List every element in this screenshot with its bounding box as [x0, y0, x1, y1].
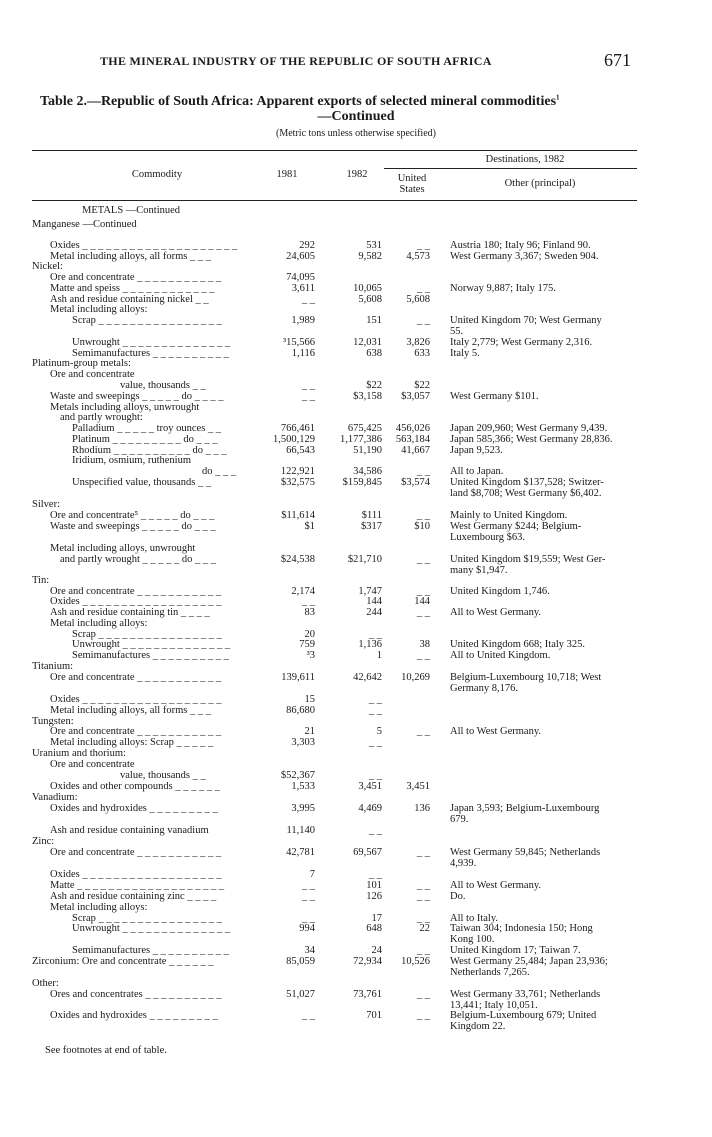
value-1981-cell: 3,995: [291, 803, 315, 814]
commodity-cell: Ash and residue containing vanadium: [50, 825, 209, 836]
united-states-cell: 10,526: [401, 956, 430, 967]
other-destinations-cell: Belgium-Luxembourg 10,718; West: [450, 672, 602, 683]
commodity-cell: Platinum _ _ _ _ _ _ _ _ _ do _ _ _: [72, 434, 218, 445]
united-states-cell: _ _: [416, 466, 430, 477]
other-destinations-cell: Austria 180; Italy 96; Finland 90.: [450, 240, 591, 251]
commodity-cell: Metal including alloys:: [50, 304, 148, 315]
united-states-cell: 563,184: [395, 434, 430, 445]
other-destinations-cell: All to Japan.: [450, 466, 504, 477]
united-states-cell: _ _: [416, 989, 430, 1000]
united-states-cell: 38: [419, 639, 430, 650]
value-1981-cell: 1,500,129: [273, 434, 315, 445]
value-1981-cell: ³3: [306, 650, 315, 661]
value-1982-cell: 101: [366, 880, 382, 891]
value-1981-cell: _ _: [301, 380, 315, 391]
other-destinations-cell: 679.: [450, 814, 469, 825]
other-destinations-cell: West Germany $244; Belgium-: [450, 521, 582, 532]
commodity-cell: Oxides _ _ _ _ _ _ _ _ _ _ _ _ _ _ _ _ _ _ _ _: [50, 240, 238, 251]
value-1982-cell: _ _: [368, 737, 382, 748]
value-1981-cell: 74,095: [286, 272, 315, 283]
other-destinations-cell: Japan 585,366; West Germany 28,836.: [450, 434, 613, 445]
commodity-cell: Ore and concentrate: [50, 759, 135, 770]
commodity-cell: Vanadium:: [32, 792, 78, 803]
commodity-cell: Uranium and thorium:: [32, 748, 126, 759]
commodity-cell: do _ _ _: [202, 466, 237, 477]
commodity-cell: Nickel:: [32, 261, 63, 272]
value-1982-cell: 531: [366, 240, 382, 251]
value-1981-cell: _ _: [301, 294, 315, 305]
units-note: (Metric tons unless otherwise specified): [276, 128, 436, 139]
value-1981-cell: ³15,566: [282, 337, 315, 348]
united-states-cell: _ _: [416, 554, 430, 565]
value-1981-cell: $1: [304, 521, 315, 532]
value-1981-cell: 66,543: [286, 445, 315, 456]
value-1982-cell: 126: [366, 891, 382, 902]
value-1982-cell: 5,608: [358, 294, 382, 305]
value-1982-cell: _ _: [368, 770, 382, 781]
col-header-destinations: Destinations, 1982: [485, 154, 565, 165]
other-destinations-cell: West Germany 3,367; Sweden 904.: [450, 251, 599, 262]
commodity-cell: Palladium _ _ _ _ _ troy ounces _ _: [72, 423, 222, 434]
value-1982-cell: 12,031: [353, 337, 382, 348]
value-1982-cell: 1,177,386: [340, 434, 382, 445]
commodity-cell: Zinc:: [32, 836, 55, 847]
commodity-cell: Manganese —Continued: [32, 219, 137, 230]
value-1981-cell: 1,533: [291, 781, 315, 792]
other-destinations-cell: land $8,708; West Germany $6,402.: [450, 488, 602, 499]
commodity-cell: Platinum-group metals:: [32, 358, 131, 369]
value-1982-cell: 34,586: [353, 466, 382, 477]
value-1982-cell: _ _: [368, 825, 382, 836]
value-1981-cell: 85,059: [286, 956, 315, 967]
value-1981-cell: _ _: [301, 913, 315, 924]
col-header-other: Other (principal): [504, 178, 576, 189]
commodity-cell: Unspecified value, thousands _ _: [72, 477, 212, 488]
other-destinations-cell: West Germany 25,484; Japan 23,936;: [450, 956, 608, 967]
united-states-cell: _ _: [416, 847, 430, 858]
value-1981-cell: _ _: [301, 891, 315, 902]
commodity-cell: Scrap _ _ _ _ _ _ _ _ _ _ _ _ _ _ _ _: [72, 629, 222, 640]
united-states-cell: _ _: [416, 1010, 430, 1021]
value-1982-cell: $317: [361, 521, 382, 532]
united-states-cell: _ _: [416, 607, 430, 618]
value-1982-cell: 69,567: [353, 847, 382, 858]
commodity-cell: Tungsten:: [32, 716, 74, 727]
value-1982-cell: _ _: [368, 694, 382, 705]
commodity-cell: and partly wrought _ _ _ _ _ do _ _ _: [60, 554, 217, 565]
value-1982-cell: $3,158: [353, 391, 382, 402]
other-destinations-cell: Do.: [450, 891, 466, 902]
united-states-cell: $22: [414, 380, 430, 391]
commodity-cell: value, thousands _ _: [120, 380, 206, 391]
commodity-cell: Oxides _ _ _ _ _ _ _ _ _ _ _ _ _ _ _ _ _ _: [50, 596, 222, 607]
united-states-cell: 3,826: [406, 337, 430, 348]
value-1982-cell: 1,136: [358, 639, 382, 650]
other-destinations-cell: 55.: [450, 326, 464, 337]
other-destinations-cell: United Kingdom 70; West Germany: [450, 315, 602, 326]
other-destinations-cell: All to West Germany.: [450, 607, 542, 618]
commodity-cell: Semimanufactures _ _ _ _ _ _ _ _ _ _: [72, 945, 229, 956]
commodity-cell: Metal including alloys, all forms _ _ _: [50, 705, 211, 716]
other-destinations-cell: Kong 100.: [450, 934, 495, 945]
united-states-cell: $3,057: [401, 391, 430, 402]
value-1982-cell: _ _: [368, 629, 382, 640]
value-1981-cell: 759: [299, 639, 315, 650]
value-1981-cell: _ _: [301, 596, 315, 607]
value-1982-cell: $21,710: [347, 554, 382, 565]
united-states-cell: _ _: [416, 726, 430, 737]
value-1981-cell: 2,174: [291, 586, 315, 597]
other-destinations-cell: Luxembourg $63.: [450, 532, 526, 543]
value-1982-cell: 1,747: [358, 586, 382, 597]
table-title-continued: —Continued: [317, 109, 395, 124]
commodity-cell: Ore and concentrate: [50, 369, 135, 380]
united-states-cell: 22: [419, 923, 430, 934]
other-destinations-cell: Italy 5.: [450, 348, 480, 359]
other-destinations-cell: All to Italy.: [450, 913, 499, 924]
commodity-cell: Tin:: [32, 575, 50, 586]
commodity-cell: Ore and concentrate _ _ _ _ _ _ _ _ _ _ _: [50, 847, 222, 858]
united-states-cell: _ _: [416, 945, 430, 956]
commodity-cell: Ores and concentrates _ _ _ _ _ _ _ _ _ _: [50, 989, 222, 1000]
value-1982-cell: 73,761: [353, 989, 382, 1000]
value-1982-cell: 24: [371, 945, 382, 956]
value-1981-cell: 139,611: [281, 672, 315, 683]
united-states-cell: _ _: [416, 586, 430, 597]
value-1982-cell: 4,469: [358, 803, 382, 814]
united-states-cell: 136: [414, 803, 430, 814]
value-1982-cell: 42,642: [353, 672, 382, 683]
col-header-commodity: Commodity: [131, 169, 183, 180]
commodity-cell: METALS —Continued: [82, 205, 181, 216]
value-1982-cell: _ _: [368, 869, 382, 880]
value-1981-cell: 24,605: [286, 251, 315, 262]
other-destinations-cell: Italy 2,779; West Germany 2,316.: [450, 337, 593, 348]
commodity-cell: Unwrought _ _ _ _ _ _ _ _ _ _ _ _ _ _: [72, 337, 231, 348]
commodity-cell: Ore and concentrate _ _ _ _ _ _ _ _ _ _ _: [50, 586, 222, 597]
value-1982-cell: $159,845: [342, 477, 382, 488]
united-states-cell: _ _: [416, 283, 430, 294]
commodity-cell: Unwrought _ _ _ _ _ _ _ _ _ _ _ _ _ _: [72, 923, 231, 934]
commodity-cell: Silver:: [32, 499, 60, 510]
united-states-cell: 456,026: [395, 423, 430, 434]
commodity-cell: Scrap _ _ _ _ _ _ _ _ _ _ _ _ _ _ _ _: [72, 315, 222, 326]
other-destinations-cell: United Kingdom $19,559; West Ger-: [450, 554, 606, 565]
value-1981-cell: _ _: [301, 880, 315, 891]
value-1981-cell: 34: [304, 945, 315, 956]
value-1982-cell: 5: [376, 726, 382, 737]
commodity-cell: Zirconium: Ore and concentrate _ _ _ _ _ _: [32, 956, 214, 967]
commodity-cell: Scrap _ _ _ _ _ _ _ _ _ _ _ _ _ _ _ _: [72, 913, 222, 924]
united-states-cell: _ _: [416, 510, 430, 521]
other-destinations-cell: Japan 3,593; Belgium-Luxembourg: [450, 803, 600, 814]
united-states-cell: _ _: [416, 650, 430, 661]
united-states-cell: _ _: [416, 240, 430, 251]
commodity-cell: Metal including alloys: Scrap _ _ _ _ _: [50, 737, 214, 748]
value-1982-cell: 17: [371, 913, 382, 924]
value-1982-cell: $111: [361, 510, 382, 521]
value-1982-cell: 10,065: [353, 283, 382, 294]
commodity-cell: Iridium, osmium, ruthenium: [72, 455, 191, 466]
value-1982-cell: 675,425: [347, 423, 382, 434]
commodity-cell: Metal including alloys, unwrought: [50, 543, 196, 554]
other-destinations-cell: Japan 209,960; West Germany 9,439.: [450, 423, 608, 434]
united-states-cell: _ _: [416, 880, 430, 891]
footnote-reference: See footnotes at end of table.: [45, 1045, 167, 1056]
commodity-cell: and partly wrought:: [60, 412, 143, 423]
commodity-cell: Oxides _ _ _ _ _ _ _ _ _ _ _ _ _ _ _ _ _ _: [50, 694, 222, 705]
commodity-cell: Semimanufactures _ _ _ _ _ _ _ _ _ _: [72, 348, 229, 359]
value-1981-cell: 42,781: [286, 847, 315, 858]
united-states-cell: $10: [414, 521, 430, 532]
other-destinations-cell: Netherlands 7,265.: [450, 967, 530, 978]
value-1982-cell: 72,934: [353, 956, 382, 967]
commodity-cell: Oxides _ _ _ _ _ _ _ _ _ _ _ _ _ _ _ _ _ _: [50, 869, 222, 880]
value-1982-cell: 648: [366, 923, 382, 934]
value-1981-cell: $11,614: [281, 510, 315, 521]
value-1981-cell: _ _: [301, 391, 315, 402]
value-1981-cell: 3,303: [291, 737, 315, 748]
commodity-cell: Ash and residue containing zinc _ _ _ _: [50, 891, 217, 902]
value-1982-cell: _ _: [368, 705, 382, 716]
table-title-text: Table 2.—Republic of South Africa: Apparent exports of selected mineral commodities: [40, 94, 557, 109]
commodity-cell: Oxides and other compounds _ _ _ _ _ _: [50, 781, 221, 792]
value-1981-cell: 3,611: [291, 283, 315, 294]
value-1981-cell: _ _: [301, 1010, 315, 1021]
other-destinations-cell: many $1,947.: [450, 565, 508, 576]
value-1982-cell: 51,190: [353, 445, 382, 456]
other-destinations-cell: Germany 8,176.: [450, 683, 518, 694]
col-header-1981: 1981: [276, 169, 298, 180]
value-1981-cell: 20: [304, 629, 315, 640]
value-1981-cell: 86,680: [286, 705, 315, 716]
commodity-cell: Ore and concentrate _ _ _ _ _ _ _ _ _ _ _: [50, 272, 222, 283]
other-destinations-cell: Kingdom 22.: [450, 1021, 506, 1032]
value-1982-cell: 9,582: [358, 251, 382, 262]
commodity-cell: Oxides and hydroxides _ _ _ _ _ _ _ _ _: [50, 1010, 218, 1021]
commodity-cell: Matte _ _ _ _ _ _ _ _ _ _ _ _ _ _ _ _ _ _ _: [50, 880, 225, 891]
united-states-cell: 5,608: [406, 294, 430, 305]
commodity-cell: Metals including alloys, unwrought: [50, 402, 200, 413]
value-1981-cell: 15: [304, 694, 315, 705]
value-1981-cell: 1,989: [291, 315, 315, 326]
value-1982-cell: 701: [366, 1010, 382, 1021]
commodity-cell: value, thousands _ _: [120, 770, 206, 781]
commodity-cell: Ore and concentrate _ _ _ _ _ _ _ _ _ _ _: [50, 726, 222, 737]
commodity-cell: Unwrought _ _ _ _ _ _ _ _ _ _ _ _ _ _: [72, 639, 231, 650]
value-1982-cell: 1: [376, 650, 382, 661]
title-footnote-marker: 1: [556, 93, 560, 102]
commodity-cell: Ore and concentrate⁵ _ _ _ _ _ do _ _ _: [50, 510, 215, 521]
commodity-cell: Semimanufactures _ _ _ _ _ _ _ _ _ _: [72, 650, 229, 661]
united-states-cell: 144: [414, 596, 430, 607]
value-1982-cell: 3,451: [358, 781, 382, 792]
page-number: 671: [604, 50, 631, 70]
commodity-cell: Waste and sweepings _ _ _ _ _ do _ _ _: [50, 521, 216, 532]
value-1981-cell: 21: [304, 726, 315, 737]
value-1982-cell: 638: [366, 348, 382, 359]
table-row: [0, 1021, 712, 1033]
value-1982-cell: $22: [366, 380, 382, 391]
commodity-cell: Metal including alloys:: [50, 902, 148, 913]
value-1981-cell: 994: [299, 923, 315, 934]
value-1981-cell: 766,461: [280, 423, 315, 434]
other-destinations-cell: All to West Germany.: [450, 726, 542, 737]
col-header-us-line2: States: [399, 184, 425, 195]
united-states-cell: _ _: [416, 891, 430, 902]
value-1981-cell: 122,921: [280, 466, 315, 477]
other-destinations-cell: Japan 9,523.: [450, 445, 503, 456]
commodity-cell: Ore and concentrate _ _ _ _ _ _ _ _ _ _ _: [50, 672, 222, 683]
value-1982-cell: 144: [366, 596, 382, 607]
value-1981-cell: $32,575: [280, 477, 315, 488]
commodity-cell: Metal including alloys:: [50, 618, 148, 629]
commodity-cell: Ash and residue containing nickel _ _: [50, 294, 209, 305]
united-states-cell: 10,269: [401, 672, 430, 683]
other-destinations-cell: All to West Germany.: [450, 880, 542, 891]
value-1982-cell: 151: [366, 315, 382, 326]
commodity-cell: Waste and sweepings _ _ _ _ _ do _ _ _ _: [50, 391, 224, 402]
commodity-cell: Other:: [32, 978, 59, 989]
value-1981-cell: $24,538: [280, 554, 315, 565]
col-header-us-line1: United: [397, 173, 427, 184]
other-destinations-cell: Belgium-Luxembourg 679; United: [450, 1010, 597, 1021]
other-destinations-cell: Mainly to United Kingdom.: [450, 510, 568, 521]
running-title: THE MINERAL INDUSTRY OF THE REPUBLIC OF SOUTH AFRICA: [100, 54, 492, 68]
other-destinations-cell: United Kingdom $137,528; Switzer-: [450, 477, 604, 488]
commodity-cell: Metal including alloys, all forms _ _ _: [50, 251, 211, 262]
col-header-1982: 1982: [346, 169, 368, 180]
other-destinations-cell: Taiwan 304; Indonesia 150; Hong: [450, 923, 593, 934]
united-states-cell: _ _: [416, 913, 430, 924]
other-destinations-cell: 13,441; Italy 10,051.: [450, 1000, 538, 1011]
united-states-cell: _ _: [416, 315, 430, 326]
value-1981-cell: 7: [309, 869, 315, 880]
commodity-cell: Rhodium _ _ _ _ _ _ _ _ _ _ do _ _ _: [72, 445, 227, 456]
united-states-cell: 4,573: [406, 251, 430, 262]
value-1981-cell: 1,116: [291, 348, 315, 359]
commodity-cell: Matte and speiss _ _ _ _ _ _ _ _ _ _ _ _: [50, 283, 215, 294]
commodity-cell: Ash and residue containing tin _ _ _ _: [50, 607, 210, 618]
value-1981-cell: 11,140: [286, 825, 315, 836]
value-1981-cell: 83: [304, 607, 315, 618]
value-1981-cell: 51,027: [286, 989, 315, 1000]
other-destinations-cell: West Germany 59,845; Netherlands: [450, 847, 601, 858]
other-destinations-cell: United Kingdom 1,746.: [450, 586, 550, 597]
other-destinations-cell: Norway 9,887; Italy 175.: [450, 283, 556, 294]
united-states-cell: 633: [414, 348, 430, 359]
value-1982-cell: 244: [366, 607, 382, 618]
united-states-cell: $3,574: [401, 477, 430, 488]
other-destinations-cell: 4,939.: [450, 858, 477, 869]
value-1981-cell: $52,367: [280, 770, 315, 781]
other-destinations-cell: All to United Kingdom.: [450, 650, 551, 661]
commodity-cell: Titanium:: [32, 661, 74, 672]
table-row: [0, 205, 712, 217]
united-states-cell: 3,451: [406, 781, 430, 792]
table-row: [0, 219, 712, 231]
value-1981-cell: 292: [299, 240, 315, 251]
commodity-cell: Oxides and hydroxides _ _ _ _ _ _ _ _ _: [50, 803, 218, 814]
other-destinations-cell: United Kingdom 17; Taiwan 7.: [450, 945, 581, 956]
other-destinations-cell: West Germany 33,761; Netherlands: [450, 989, 601, 1000]
united-states-cell: 41,667: [401, 445, 430, 456]
other-destinations-cell: United Kingdom 668; Italy 325.: [450, 639, 586, 650]
other-destinations-cell: West Germany $101.: [450, 391, 539, 402]
